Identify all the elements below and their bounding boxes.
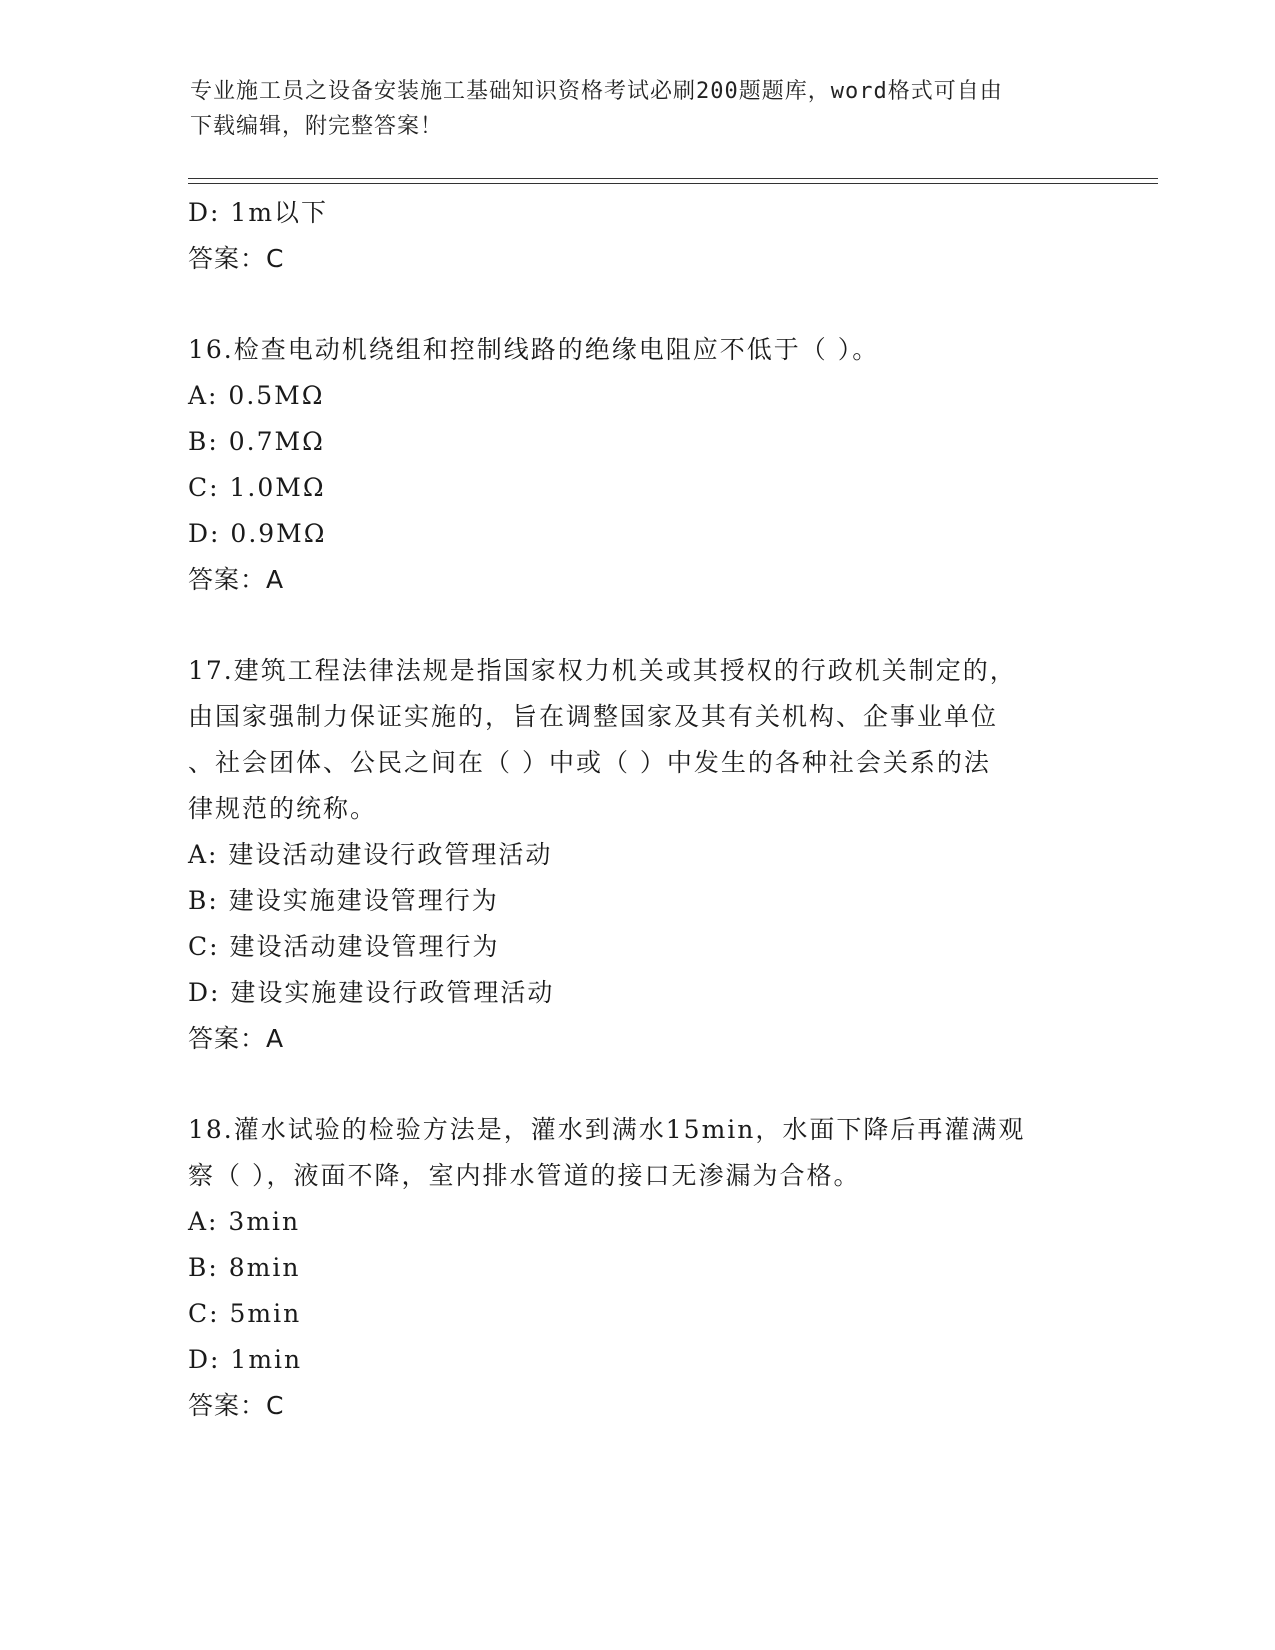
question-18-option-a: A: 3min [188,1207,301,1236]
spacer [188,603,1088,648]
question-18-option-c: C: 5min [188,1299,302,1328]
question-16-option-b: B: 0.7MΩ [188,427,325,456]
question-18 [188,1107,1088,1429]
question-16-answer: 答案：A [188,565,285,594]
question-18-option-d: D: 1min [188,1345,303,1374]
page-header [190,74,1090,144]
header-title-line-1: 专业施工员之设备安装施工基础知识资格考试必刷200题题库，word格式可自由 [190,79,1003,104]
question-18-option-b: B: 8min [188,1253,301,1282]
question-18-stem-line: 18.灌水试验的检验方法是，灌水到满水15min，水面下降后再灌满观 [188,1115,1026,1144]
header-title-line-2: 下载编辑，附完整答案！ [190,114,444,139]
question-18-stem-line: 察（ ），液面不降，室内排水管道的接口无渗漏为合格。 [188,1161,861,1190]
question-17-stem-line: 17.建筑工程法律法规是指国家权力机关或其授权的行政机关制定的， [188,656,1017,685]
carryover-option-d: D: 1m以下 [188,198,329,227]
spacer [188,1062,1088,1107]
question-16-option-d: D: 0.9MΩ [188,519,327,548]
spacer [188,282,1088,327]
header-divider-bottom [188,183,1158,184]
question-17-option-a: A: 建设活动建设行政管理活动 [188,840,553,869]
question-17-option-d: D: 建设实施建设行政管理活动 [188,978,555,1007]
question-16-option-c: C: 1.0MΩ [188,473,326,502]
question-16 [188,327,1088,603]
question-17 [188,648,1088,1062]
question-17-stem-line: 律规范的统称。 [188,794,378,823]
carryover-answer: 答案：C [188,244,285,273]
question-17-answer: 答案：A [188,1024,285,1053]
question-16-stem: 16.检查电动机绕组和控制线路的绝缘电阻应不低于（ ）。 [188,335,880,364]
question-17-stem-line: 由国家强制力保证实施的，旨在调整国家及其有关机构、企事业单位 [188,702,999,731]
question-17-option-c: C: 建设活动建设管理行为 [188,932,500,961]
question-17-stem-line: 、社会团体、公民之间在（ ）中或（ ）中发生的各种社会关系的法 [188,748,991,777]
header-divider-top [188,178,1158,179]
question-18-answer: 答案：C [188,1391,285,1420]
question-content [188,190,1088,1429]
question-16-option-a: A: 0.5MΩ [188,381,325,410]
question-17-option-b: B: 建设实施建设管理行为 [188,886,499,915]
